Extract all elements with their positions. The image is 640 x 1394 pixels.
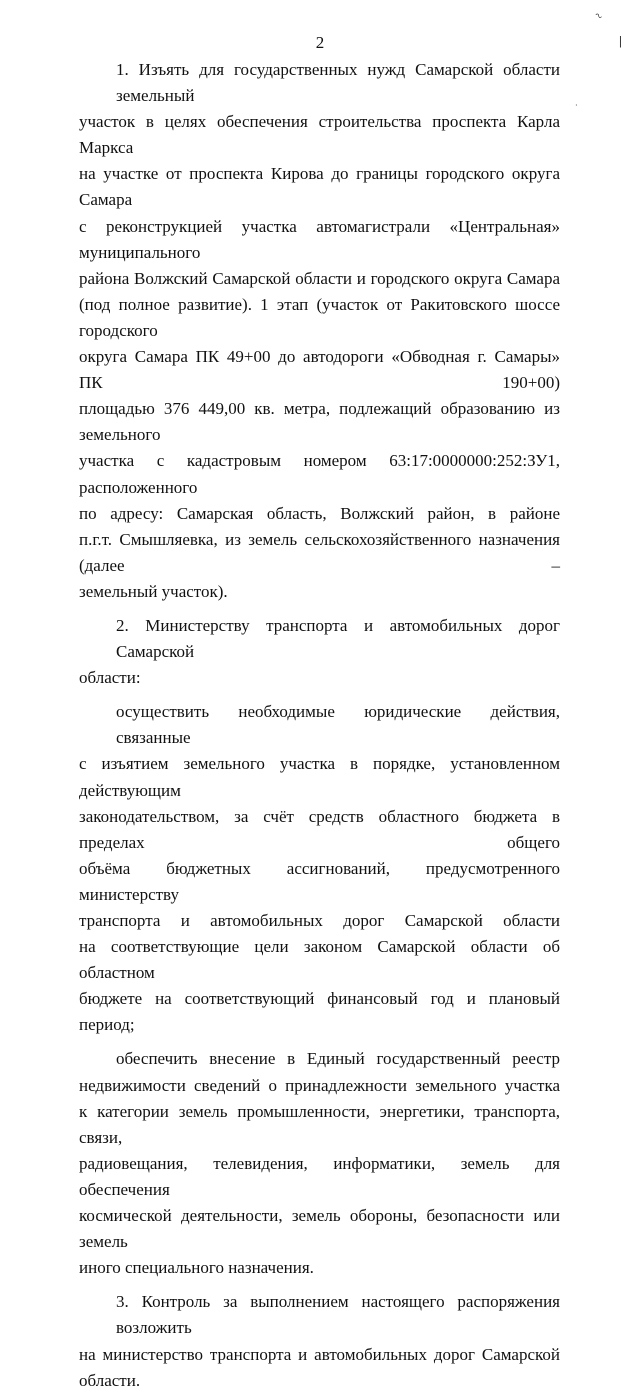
text-line: 2. Министерству транспорта и автомобильных дорог Самарской xyxy=(116,615,560,662)
text-line: земельный участок). xyxy=(79,581,228,601)
text-line: недвижимости сведений о принадлежности земельного участка xyxy=(79,1075,560,1095)
text-line: иного специального назначения. xyxy=(79,1258,314,1278)
text-line: п.г.т. Смышляевка, из земель сельскохозяйственного назначения (далее – xyxy=(79,529,560,575)
text-line: бюджете на соответствующий финансовый год и плановый период; xyxy=(79,989,560,1035)
paragraph-2-ministry xyxy=(79,613,560,691)
page-number: 2 xyxy=(315,33,325,52)
text-line: объёма бюджетных ассигнований, предусмотренного министерству xyxy=(79,858,560,904)
scan-mark-top: ~ xyxy=(591,7,607,24)
text-line: радиовещания, телевидения, информатики, земель для обеспечения xyxy=(79,1153,560,1199)
text-line: транспорта и автомобильных дорог Самарской области xyxy=(79,911,560,930)
text-line: на участке от проспекта Кирова до границы городского округа Самара xyxy=(79,164,560,210)
text-line: округа Самара ПК 49+00 до автодороги «Обводная г. Самары» ПК 190+00) xyxy=(79,347,560,393)
text-line: 1. Изъять для государственных нужд Самарской области земельный xyxy=(116,60,560,106)
text-line: осуществить необходимые юридические действия, связанные xyxy=(116,702,560,748)
text-line: (под полное развитие). 1 этап (участок от Ракитовского шоссе городского xyxy=(79,294,560,340)
text-line: 3. Контроль за выполнением настоящего распоряжения возложить xyxy=(116,1292,560,1338)
paragraph-3-control xyxy=(79,1289,560,1393)
text-line: к категории земель промышленности, энергетики, транспорта, связи, xyxy=(79,1101,560,1147)
text-line: района Волжский Самарской области и городского округа Самара xyxy=(79,268,560,288)
text-line: с изъятием земельного участка в порядке, установленном действующим xyxy=(79,754,560,800)
text-line: по адресу: Самарская область, Волжский район, в районе xyxy=(79,503,560,523)
text-line: обеспечить внесение в Единый государственный реестр xyxy=(116,1049,560,1069)
text-line: участка с кадастровым номером 63:17:0000000:252:ЗУ1, расположенного xyxy=(79,451,560,497)
text-line: космической деятельности, земель обороны, безопасности или земель xyxy=(79,1206,560,1252)
text-line: площадью 376 449,00 кв. метра, подлежащий образованию из земельного xyxy=(79,399,560,445)
paragraph-2-legal-actions xyxy=(79,699,560,1038)
text-line: области: xyxy=(79,668,141,688)
scan-mark-right: | xyxy=(619,33,622,48)
text-line: на соответствующие цели законом Самарской области об областном xyxy=(79,937,560,983)
text-line: участок в целях обеспечения строительства проспекта Карла Маркса xyxy=(79,112,560,158)
text-line: на министерство транспорта и автомобильных дорог Самарской области. xyxy=(79,1344,560,1390)
paragraph-1-seize-land xyxy=(79,57,560,605)
text-line: с реконструкцией участка автомагистрали «Центральная» муниципального xyxy=(79,216,560,262)
document-body xyxy=(79,57,560,1394)
paragraph-2-registry xyxy=(79,1046,560,1281)
text-line: законодательством, за счёт средств областного бюджета в пределах общего xyxy=(79,806,560,852)
scan-mark-dot: · xyxy=(575,101,578,110)
